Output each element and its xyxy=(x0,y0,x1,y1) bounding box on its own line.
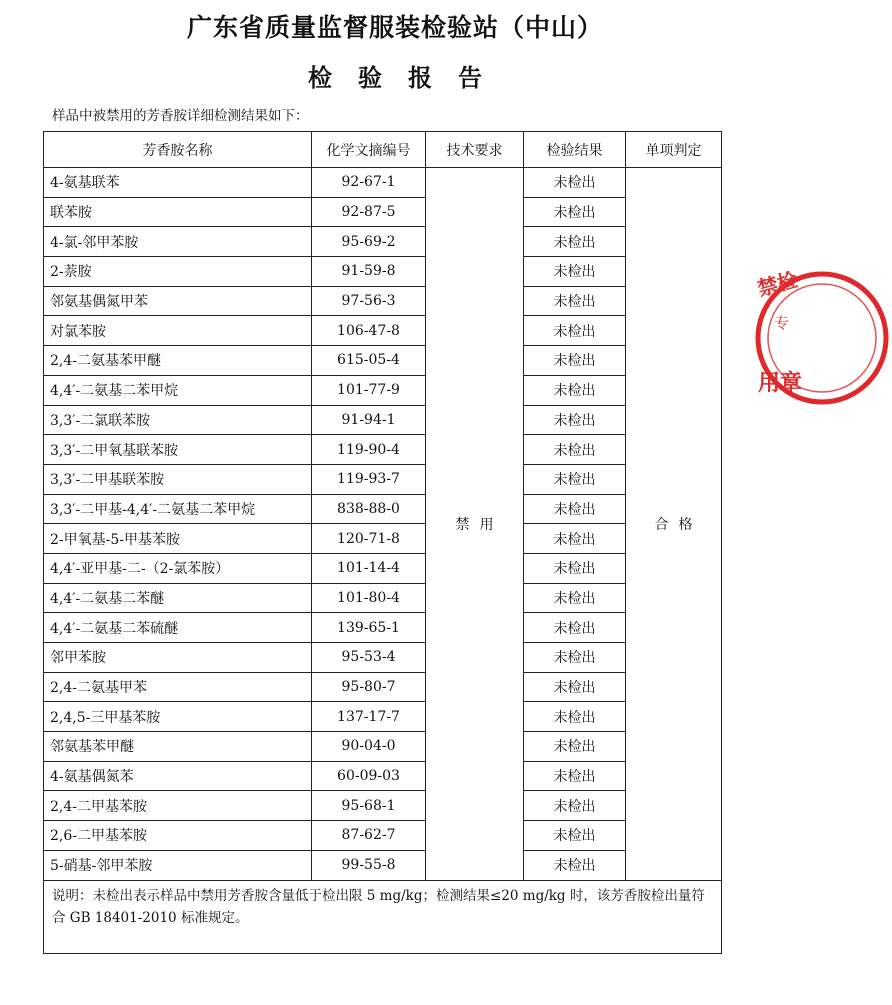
cas-number-cell: 139-65-1 xyxy=(312,613,426,643)
result-cell: 未检出 xyxy=(524,346,626,376)
cas-number-cell: 91-94-1 xyxy=(312,405,426,435)
cas-number-cell: 95-53-4 xyxy=(312,643,426,673)
cas-number-cell: 615-05-4 xyxy=(312,346,426,376)
cas-number-cell: 95-69-2 xyxy=(312,227,426,257)
col-header-cas: 化学文摘编号 xyxy=(312,132,426,168)
result-cell: 未检出 xyxy=(524,257,626,287)
table-row xyxy=(44,227,722,257)
result-cell: 未检出 xyxy=(524,227,626,257)
cas-number-cell: 95-68-1 xyxy=(312,791,426,821)
result-cell: 未检出 xyxy=(524,553,626,583)
amine-name-cell: 2,6-二甲基苯胺 xyxy=(44,821,312,851)
result-cell: 未检出 xyxy=(524,435,626,465)
table-row xyxy=(44,197,722,227)
amine-name-cell: 2,4-二甲基苯胺 xyxy=(44,791,312,821)
result-cell: 未检出 xyxy=(524,197,626,227)
amine-name-cell: 3,3′-二甲基-4,4′-二氨基二苯甲烷 xyxy=(44,494,312,524)
amine-name-cell: 2,4-二氨基甲苯 xyxy=(44,672,312,702)
result-cell: 未检出 xyxy=(524,821,626,851)
cas-number-cell: 90-04-0 xyxy=(312,732,426,762)
result-cell: 未检出 xyxy=(524,643,626,673)
table-row xyxy=(44,732,722,762)
result-cell: 未检出 xyxy=(524,405,626,435)
result-cell: 未检出 xyxy=(524,524,626,554)
cas-number-cell: 101-77-9 xyxy=(312,375,426,405)
table-row xyxy=(44,464,722,494)
amine-name-cell: 5-硝基-邻甲苯胺 xyxy=(44,850,312,880)
amine-name-cell: 4,4′-二氨基二苯甲烷 xyxy=(44,375,312,405)
result-cell: 未检出 xyxy=(524,702,626,732)
cas-number-cell: 99-55-8 xyxy=(312,850,426,880)
result-cell: 未检出 xyxy=(524,791,626,821)
cas-number-cell: 91-59-8 xyxy=(312,257,426,287)
cas-number-cell: 119-90-4 xyxy=(312,435,426,465)
amine-name-cell: 4,4′-二氨基二苯醚 xyxy=(44,583,312,613)
cas-number-cell: 101-14-4 xyxy=(312,553,426,583)
table-row xyxy=(44,850,722,880)
cas-number-cell: 95-80-7 xyxy=(312,672,426,702)
table-row xyxy=(44,583,722,613)
table-row xyxy=(44,761,722,791)
result-cell: 未检出 xyxy=(524,316,626,346)
table-row xyxy=(44,672,722,702)
svg-text:用章: 用章 xyxy=(758,371,803,396)
col-header-result: 检验结果 xyxy=(524,132,626,168)
result-cell: 未检出 xyxy=(524,732,626,762)
cas-number-cell: 119-93-7 xyxy=(312,464,426,494)
amine-name-cell: 邻氨基苯甲醚 xyxy=(44,732,312,762)
amine-name-cell: 2,4-二氨基苯甲醚 xyxy=(44,346,312,376)
table-row xyxy=(44,524,722,554)
table-row xyxy=(44,316,722,346)
table-row xyxy=(44,168,722,198)
amine-name-cell: 3,3′-二氯联苯胺 xyxy=(44,405,312,435)
table-row xyxy=(44,435,722,465)
amine-name-cell: 3,3′-二甲基联苯胺 xyxy=(44,464,312,494)
table-row xyxy=(44,791,722,821)
cas-number-cell: 101-80-4 xyxy=(312,583,426,613)
result-cell: 未检出 xyxy=(524,583,626,613)
table-row xyxy=(44,286,722,316)
result-cell: 未检出 xyxy=(524,286,626,316)
amine-name-cell: 4,4′-亚甲基-二-（2-氯苯胺） xyxy=(44,553,312,583)
table-row xyxy=(44,494,722,524)
amine-name-cell: 4-氨基联苯 xyxy=(44,168,312,198)
report-title: 检验报告 xyxy=(308,64,508,92)
col-header-requirement: 技术要求 xyxy=(426,132,524,168)
table-row xyxy=(44,375,722,405)
cas-number-cell: 97-56-3 xyxy=(312,286,426,316)
cas-number-cell: 60-09-03 xyxy=(312,761,426,791)
result-cell: 未检出 xyxy=(524,850,626,880)
table-row xyxy=(44,553,722,583)
result-cell: 未检出 xyxy=(524,761,626,791)
amine-name-cell: 2,4,5-三甲基苯胺 xyxy=(44,702,312,732)
svg-text:专: 专 xyxy=(774,314,790,332)
result-cell: 未检出 xyxy=(524,168,626,198)
cas-number-cell: 92-87-5 xyxy=(312,197,426,227)
result-cell: 未检出 xyxy=(524,672,626,702)
amine-name-cell: 4,4′-二氨基二苯硫醚 xyxy=(44,613,312,643)
cas-number-cell: 92-67-1 xyxy=(312,168,426,198)
amine-name-cell: 2-甲氧基-5-甲基苯胺 xyxy=(44,524,312,554)
intro-text: 样品中被禁用的芳香胺详细检测结果如下： xyxy=(52,108,309,124)
col-header-name: 芳香胺名称 xyxy=(44,132,312,168)
amine-name-cell: 联苯胺 xyxy=(44,197,312,227)
cas-number-cell: 120-71-8 xyxy=(312,524,426,554)
amine-name-cell: 4-氯-邻甲苯胺 xyxy=(44,227,312,257)
station-title: 广东省质量监督服装检验站（中山） xyxy=(186,13,603,42)
table-row xyxy=(44,702,722,732)
amine-name-cell: 2-萘胺 xyxy=(44,257,312,287)
table-row xyxy=(44,821,722,851)
svg-text:禁检: 禁检 xyxy=(755,267,800,301)
result-cell: 未检出 xyxy=(524,613,626,643)
cas-number-cell: 106-47-8 xyxy=(312,316,426,346)
table-row xyxy=(44,405,722,435)
table-header-row xyxy=(44,132,722,168)
table-row xyxy=(44,643,722,673)
cas-number-cell: 87-62-7 xyxy=(312,821,426,851)
requirement-cell: 禁用 xyxy=(426,168,524,881)
red-seal-stamp xyxy=(752,258,892,438)
table-row xyxy=(44,346,722,376)
amine-name-cell: 4-氨基偶氮苯 xyxy=(44,761,312,791)
cas-number-cell: 137-17-7 xyxy=(312,702,426,732)
result-cell: 未检出 xyxy=(524,464,626,494)
amine-name-cell: 对氯苯胺 xyxy=(44,316,312,346)
note-row xyxy=(44,880,722,953)
table-row xyxy=(44,613,722,643)
results-table xyxy=(43,131,722,954)
amine-name-cell: 邻氨基偶氮甲苯 xyxy=(44,286,312,316)
amine-name-cell: 3,3′-二甲氧基联苯胺 xyxy=(44,435,312,465)
judgement-cell: 合格 xyxy=(626,168,722,881)
note-text: 说明：未检出表示样品中禁用芳香胺含量低于检出限 5 mg/kg；检测结果≤20 mg/kg 时，该芳香胺检出量符合 GB 18401-2010 标准规定。 xyxy=(44,880,722,953)
cas-number-cell: 838-88-0 xyxy=(312,494,426,524)
col-header-judgement: 单项判定 xyxy=(626,132,722,168)
amine-name-cell: 邻甲苯胺 xyxy=(44,643,312,673)
result-cell: 未检出 xyxy=(524,494,626,524)
result-cell: 未检出 xyxy=(524,375,626,405)
table-body xyxy=(44,168,722,881)
table-row xyxy=(44,257,722,287)
